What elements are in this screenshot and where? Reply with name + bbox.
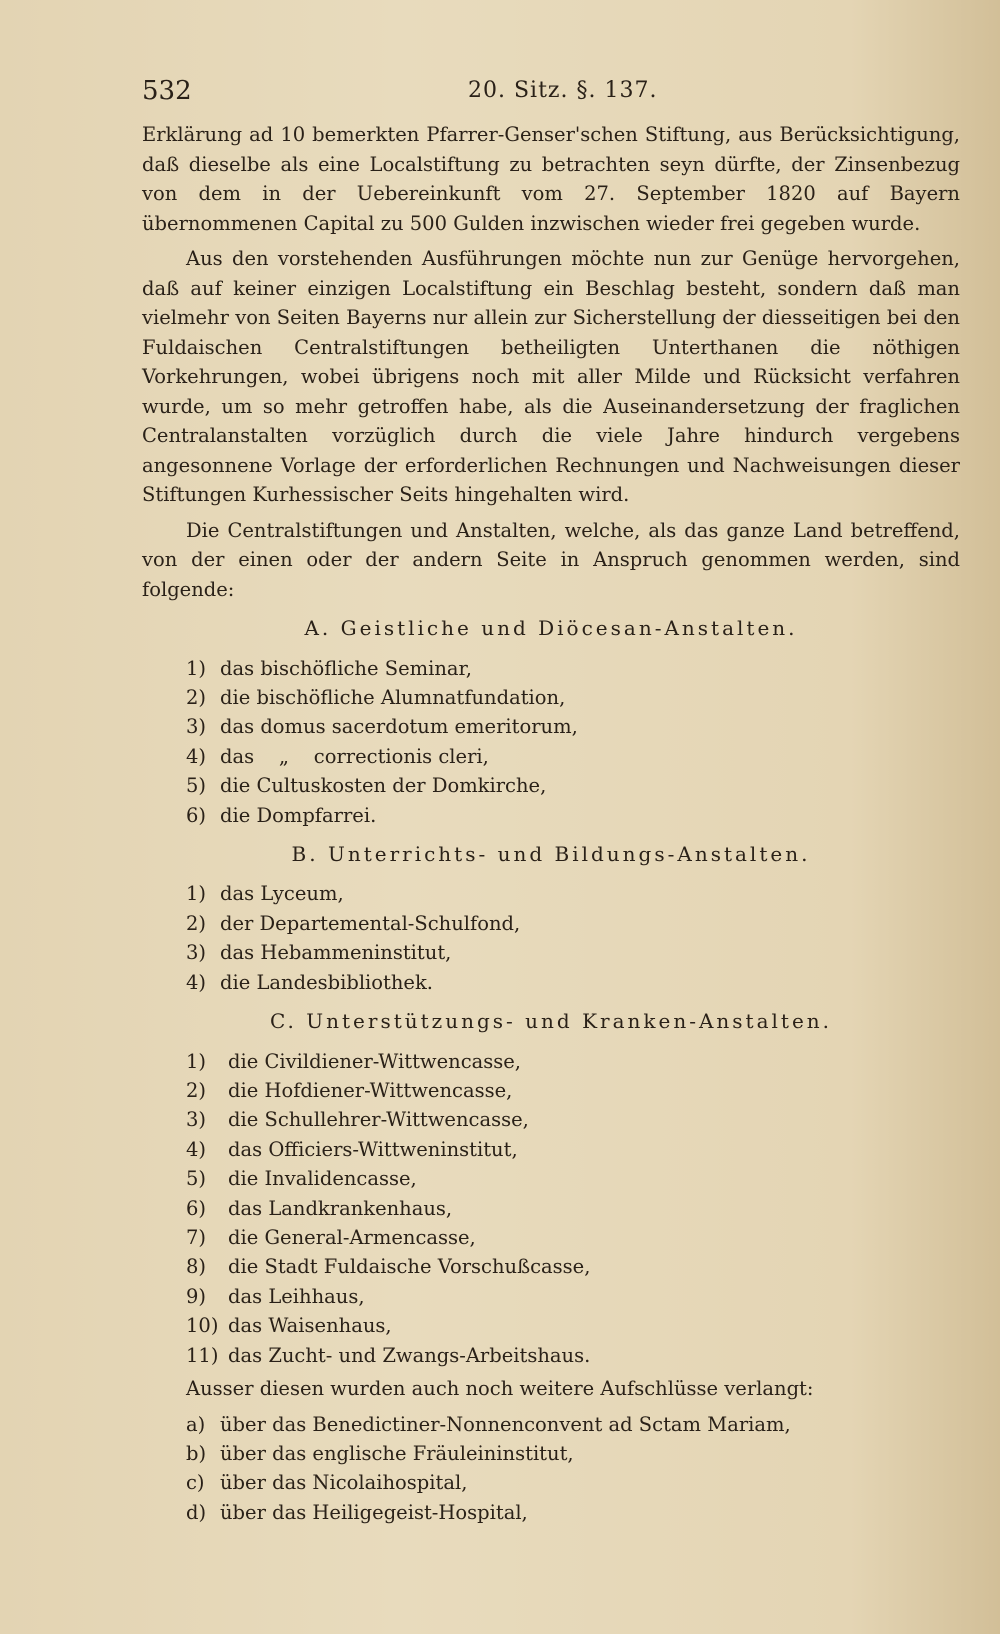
list-item: c) über das Nicolaihospital, — [186, 1471, 468, 1495]
list-item: 5) die Invalidencasse, — [186, 1167, 417, 1191]
list-item: a) über das Benedictiner-Nonnenconvent ad Sctam Mariam, — [186, 1412, 791, 1436]
closing-list — [142, 1410, 960, 1528]
list-item: 11) das Zucht- und Zwangs-Arbeitshaus. — [186, 1343, 591, 1367]
list-item: 6) die Dompfarrei. — [186, 803, 377, 827]
list-item: 1) das Lyceum, — [186, 882, 344, 906]
list-item: 5) die Cultuskosten der Domkirche, — [186, 774, 547, 798]
list-item: 10) das Waisenhaus, — [186, 1314, 392, 1338]
running-head: 20. Sitz. §. 137. — [468, 78, 658, 103]
list-item: 8) die Stadt Fuldaische Vorschußcasse, — [186, 1255, 591, 1279]
list-item: 7) die General-Armencasse, — [186, 1226, 476, 1249]
list-item: 3) das Hebammeninstitut, — [186, 941, 452, 965]
section-b-list — [142, 879, 960, 997]
section-a-heading: A. Geistliche und Diöcesan-Anstalten. — [304, 616, 798, 640]
list-item: 2) die bischöfliche Alumnatfundation, — [186, 685, 566, 709]
paragraph-3: Die Centralstiftungen und Anstalten, welche, als das ganze Land betreffend, von der einen oder der andern Seite in Anspruch genommen werden, sind folgende: — [142, 518, 960, 601]
section-c-heading: C. Unterstützungs- und Kranken-Anstalten. — [269, 1009, 833, 1034]
list-item: 4) das Officiers-Wittweninstitut, — [186, 1137, 518, 1161]
list-item: d) über das Heiligegeist-Hospital, — [186, 1500, 528, 1524]
list-item: 1) die Civildiener-Wittwencasse, — [186, 1049, 522, 1073]
list-item: 3) die Schullehrer-Wittwencasse, — [186, 1108, 529, 1132]
list-item: 2) der Departemental-Schulfond, — [186, 911, 521, 935]
page-number: 532 — [142, 76, 192, 106]
paragraph-2: Aus den vorstehenden Ausführungen möchte nun zur Genüge hervorgehen, daß auf keiner einzigen Localstiftung ein Beschlag besteht, sondern daß man vielmehr von Seiten Bayerns nur allein zur Sicherstellung der diesseitigen bei den Fuldaischen Centralstiftungen betheiligten Unterthanen die nöthigen Vorkehrungen, wobei übrigens noch mit aller Milde und Rücksicht verfahren wurde, um so mehr getroffen habe, als die Auseinandersetzung der fraglichen Centralanstalten vorzüglich durch die viele Jahre hindurch vergebens angesonnene Vorlage der erforderlichen Rechnungen und Nachweisungen dieser Stiftungen Kurhessischer Seits hingehalten wird. — [142, 247, 960, 506]
list-item: 6) das Landkrankenhaus, — [186, 1196, 453, 1220]
list-item: 4) die Landesbibliothek. — [186, 970, 433, 994]
section-b-heading: B. Unterrichts- und Bildungs-Anstalten. — [291, 841, 811, 866]
list-item: b) über das englische Fräuleininstitut, — [186, 1441, 574, 1465]
page-body — [142, 120, 960, 1531]
closing-paragraph: Ausser diesen wurden auch noch weitere Aufschlüsse verlangt: — [186, 1377, 814, 1401]
section-c-list — [142, 1047, 960, 1370]
list-item: 3) das domus sacerdotum emeritorum, — [186, 715, 578, 739]
list-item: 2) die Hofdiener-Wittwencasse, — [186, 1078, 513, 1102]
list-item: 1) das bischöfliche Seminar, — [186, 656, 472, 680]
section-a-list — [142, 654, 960, 830]
page-header — [142, 76, 962, 112]
paragraph-1: Erklärung ad 10 bemerkten Pfarrer-Genser'schen Stiftung, aus Berücksichtigung, daß dieselbe als eine Localstiftung zu betrachten seyn dürfte, der Zinsenbezug von dem in der Uebereinkunft vom 27. September 1820 auf Bayern übernommenen Capital zu 500 Gulden inzwischen wieder frei gegeben wurde. — [142, 123, 960, 235]
list-item: 9) das Leihhaus, — [186, 1284, 365, 1308]
list-item: 4) das „ correctionis cleri, — [186, 744, 489, 768]
